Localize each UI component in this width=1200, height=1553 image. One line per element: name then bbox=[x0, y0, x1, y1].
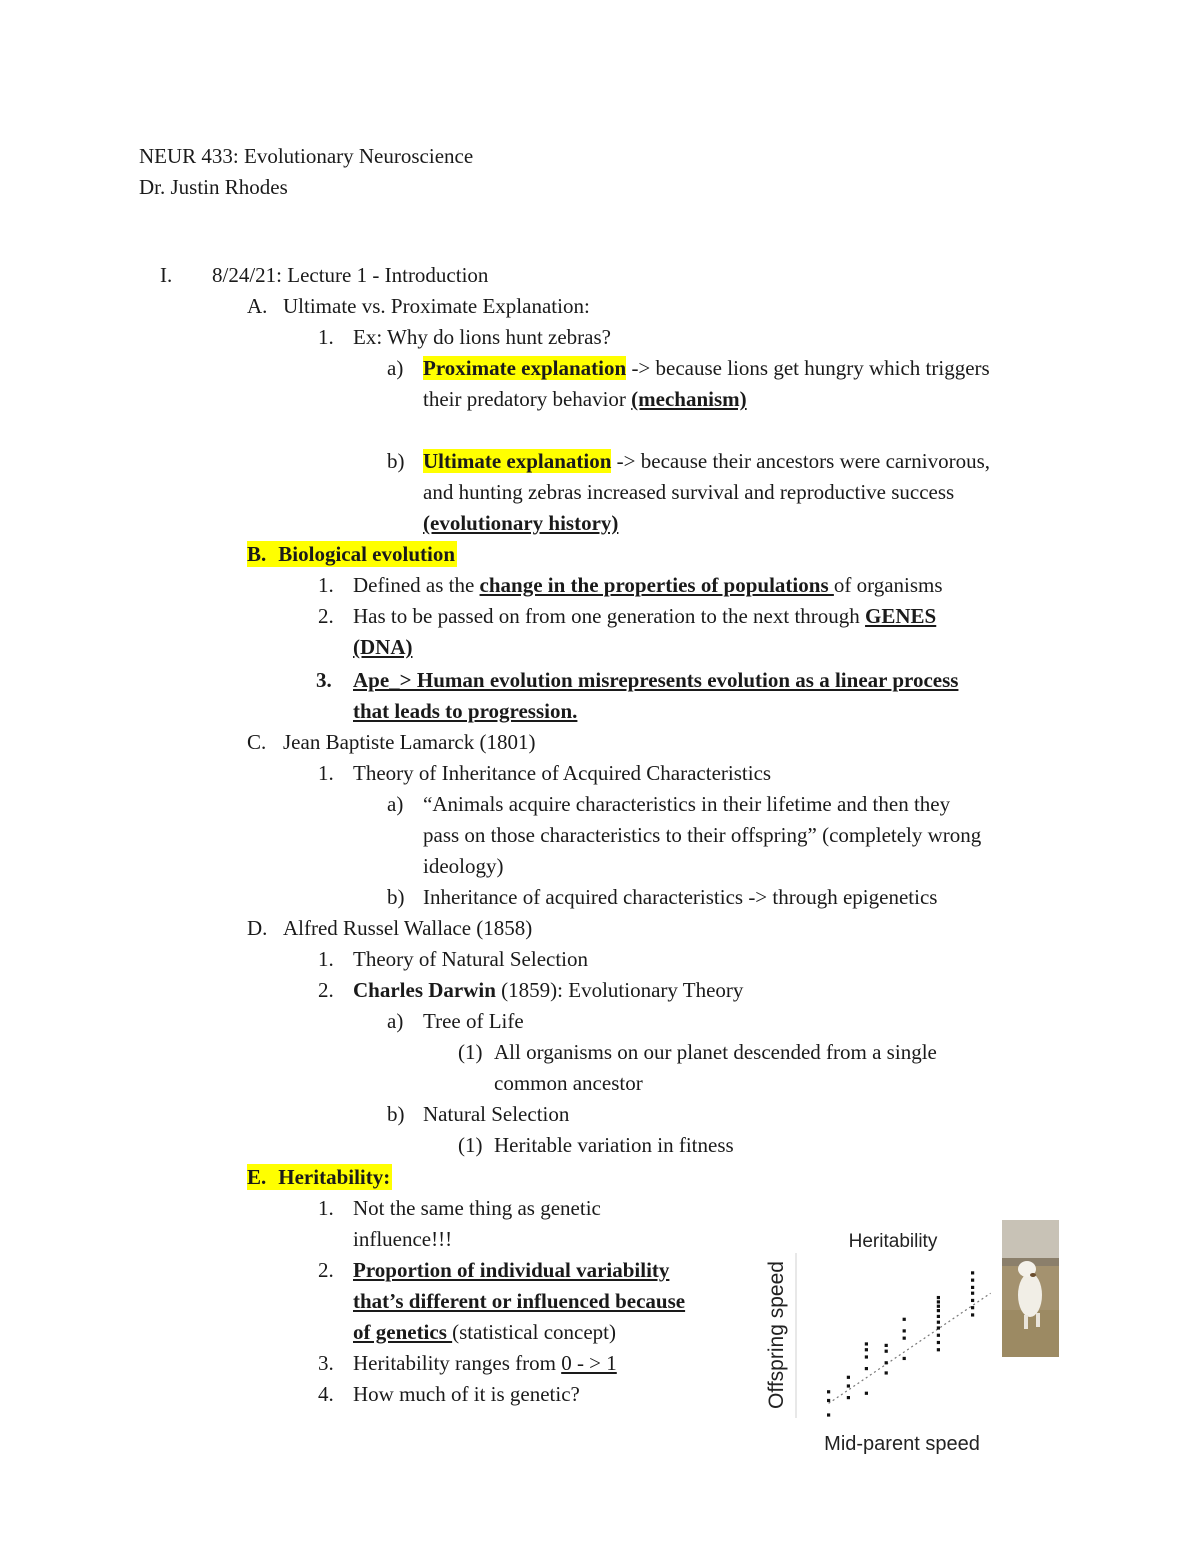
mechanism-tag: (mechanism) bbox=[631, 387, 747, 411]
item-text: Heritability ranges from 0 - > 1 bbox=[353, 1351, 617, 1375]
section-e-heading: E. Heritability: bbox=[247, 1165, 391, 1189]
lecture-heading: 8/24/21: Lecture 1 - Introduction bbox=[212, 263, 489, 287]
subitem-text: Inheritance of acquired characteristics -> through epigenetics bbox=[423, 885, 938, 909]
chart-point bbox=[937, 1334, 940, 1337]
chart-point bbox=[937, 1296, 940, 1299]
item-marker: 1. bbox=[318, 573, 334, 597]
chart-ylabel: Offspring speed bbox=[765, 1261, 788, 1409]
section-b-heading: B. Biological evolution bbox=[247, 542, 456, 566]
chart-point bbox=[937, 1300, 940, 1303]
item-text: How much of it is genetic? bbox=[353, 1382, 580, 1406]
ape-human-note-cont: that leads to progression. bbox=[353, 699, 578, 723]
subsubitem-text: All organisms on our planet descended from a single bbox=[494, 1040, 937, 1064]
course-title: NEUR 433: Evolutionary Neuroscience bbox=[139, 144, 474, 168]
section-marker: C. bbox=[247, 730, 267, 754]
item-text: Charles Darwin (1859): Evolutionary Theory bbox=[353, 978, 744, 1002]
chart-point bbox=[903, 1337, 906, 1340]
subsubitem-text: Heritable variation in fitness bbox=[494, 1133, 734, 1157]
chart-point bbox=[865, 1348, 868, 1351]
ultimate-line: Ultimate explanation -> because their ancestors were carnivorous, bbox=[423, 449, 991, 473]
section-d-heading: Alfred Russel Wallace (1858) bbox=[283, 916, 533, 940]
ultimate-line-cont: and hunting zebras increased survival and reproductive success bbox=[423, 480, 955, 504]
chart-point bbox=[847, 1376, 850, 1379]
chart-point bbox=[847, 1384, 850, 1387]
chart-point bbox=[971, 1271, 974, 1274]
proximate-line-cont: their predatory behavior (mechanism) bbox=[423, 387, 747, 411]
chart-point bbox=[971, 1306, 974, 1309]
subsubitem-marker: (1) bbox=[458, 1133, 483, 1157]
chart-point bbox=[827, 1399, 830, 1402]
heritability-scatter-chart bbox=[755, 1215, 1075, 1475]
chart-point bbox=[903, 1318, 906, 1321]
chart-point bbox=[937, 1315, 940, 1318]
heritability-definition-cont: of genetics (statistical concept) bbox=[353, 1320, 616, 1344]
item-text: Theory of Natural Selection bbox=[353, 947, 588, 971]
chart-point bbox=[937, 1321, 940, 1324]
chart-point bbox=[971, 1299, 974, 1302]
chart-point bbox=[903, 1329, 906, 1332]
heritability-definition: Proportion of individual variability bbox=[353, 1258, 670, 1282]
chart-point bbox=[865, 1355, 868, 1358]
subsubitem-text-cont: common ancestor bbox=[494, 1071, 643, 1095]
subitem-marker: a) bbox=[387, 792, 404, 816]
heritability-definition-cont: that’s different or influenced because bbox=[353, 1289, 686, 1313]
greyhound-photo-icon bbox=[1002, 1220, 1059, 1357]
chart-point bbox=[847, 1396, 850, 1399]
ape-human-note: Ape_> Human evolution misrepresents evolution as a linear process bbox=[353, 668, 959, 692]
section-marker: A. bbox=[247, 294, 268, 318]
subitem-text: Tree of Life bbox=[423, 1009, 524, 1033]
chart-point bbox=[827, 1390, 830, 1393]
subitem-marker: b) bbox=[387, 449, 405, 473]
lamarck-quote-cont: ideology) bbox=[423, 854, 504, 878]
chart-point bbox=[937, 1341, 940, 1344]
chart-trendline bbox=[829, 1293, 991, 1403]
chart-point bbox=[971, 1292, 974, 1295]
subitem-marker: a) bbox=[387, 356, 404, 380]
item-marker: 2. bbox=[318, 604, 334, 628]
chart-point bbox=[865, 1392, 868, 1395]
item-marker: 3. bbox=[316, 668, 332, 692]
section-c-heading: Jean Baptiste Lamarck (1801) bbox=[283, 730, 536, 754]
chart-point bbox=[937, 1326, 940, 1329]
item-text: Theory of Inheritance of Acquired Characteristics bbox=[353, 761, 772, 785]
subitem-marker: a) bbox=[387, 1009, 404, 1033]
item-marker: 2. bbox=[318, 1258, 334, 1282]
evolutionary-history-tag: (evolutionary history) bbox=[423, 511, 619, 535]
chart-point bbox=[865, 1367, 868, 1370]
item-marker: 3. bbox=[318, 1351, 334, 1375]
subitem-text: Natural Selection bbox=[423, 1102, 570, 1126]
chart-point bbox=[885, 1361, 888, 1364]
chart-point bbox=[827, 1413, 830, 1416]
subitem-marker: b) bbox=[387, 1102, 405, 1126]
item-text: Defined as the change in the properties of populations of organisms bbox=[353, 573, 943, 597]
chart-point bbox=[937, 1309, 940, 1312]
subitem-marker: b) bbox=[387, 885, 405, 909]
item-marker: 1. bbox=[318, 947, 334, 971]
chart-title: Heritability bbox=[848, 1231, 938, 1252]
section-a-heading: Ultimate vs. Proximate Explanation: bbox=[283, 294, 590, 318]
item-text: Has to be passed on from one generation to the next through GENES bbox=[353, 604, 937, 628]
chart-point bbox=[903, 1357, 906, 1360]
item-text: Not the same thing as genetic bbox=[353, 1196, 601, 1220]
chart-point bbox=[937, 1305, 940, 1308]
chart-point bbox=[885, 1344, 888, 1347]
chart-point bbox=[865, 1342, 868, 1345]
chart-point bbox=[885, 1350, 888, 1353]
chart-point bbox=[971, 1286, 974, 1289]
ultimate-term: Ultimate explanation bbox=[423, 449, 612, 473]
item-marker: 4. bbox=[318, 1382, 334, 1406]
subsubitem-marker: (1) bbox=[458, 1040, 483, 1064]
chart-point bbox=[971, 1313, 974, 1316]
proximate-line: Proximate explanation -> because lions get hungry which triggers bbox=[423, 356, 990, 380]
item-text: Ex: Why do lions hunt zebras? bbox=[353, 325, 611, 349]
outline-marker: I. bbox=[160, 263, 173, 287]
item-marker: 1. bbox=[318, 1196, 334, 1220]
section-marker: D. bbox=[247, 916, 268, 940]
item-text-cont: influence!!! bbox=[353, 1227, 453, 1251]
item-marker: 1. bbox=[318, 761, 334, 785]
proximate-term: Proximate explanation bbox=[423, 356, 627, 380]
item-marker: 1. bbox=[318, 325, 334, 349]
item-marker: 2. bbox=[318, 978, 334, 1002]
lamarck-quote-cont: pass on those characteristics to their offspring” (completely wrong bbox=[423, 823, 982, 847]
lamarck-quote: “Animals acquire characteristics in their lifetime and then they bbox=[423, 792, 951, 816]
chart-point bbox=[937, 1348, 940, 1351]
chart-xlabel: Mid-parent speed bbox=[824, 1433, 980, 1455]
chart-point bbox=[971, 1279, 974, 1282]
chart-point bbox=[885, 1371, 888, 1374]
chart-points bbox=[827, 1271, 974, 1416]
item-text-cont: (DNA) bbox=[353, 635, 413, 659]
instructor-name: Dr. Justin Rhodes bbox=[139, 175, 288, 199]
